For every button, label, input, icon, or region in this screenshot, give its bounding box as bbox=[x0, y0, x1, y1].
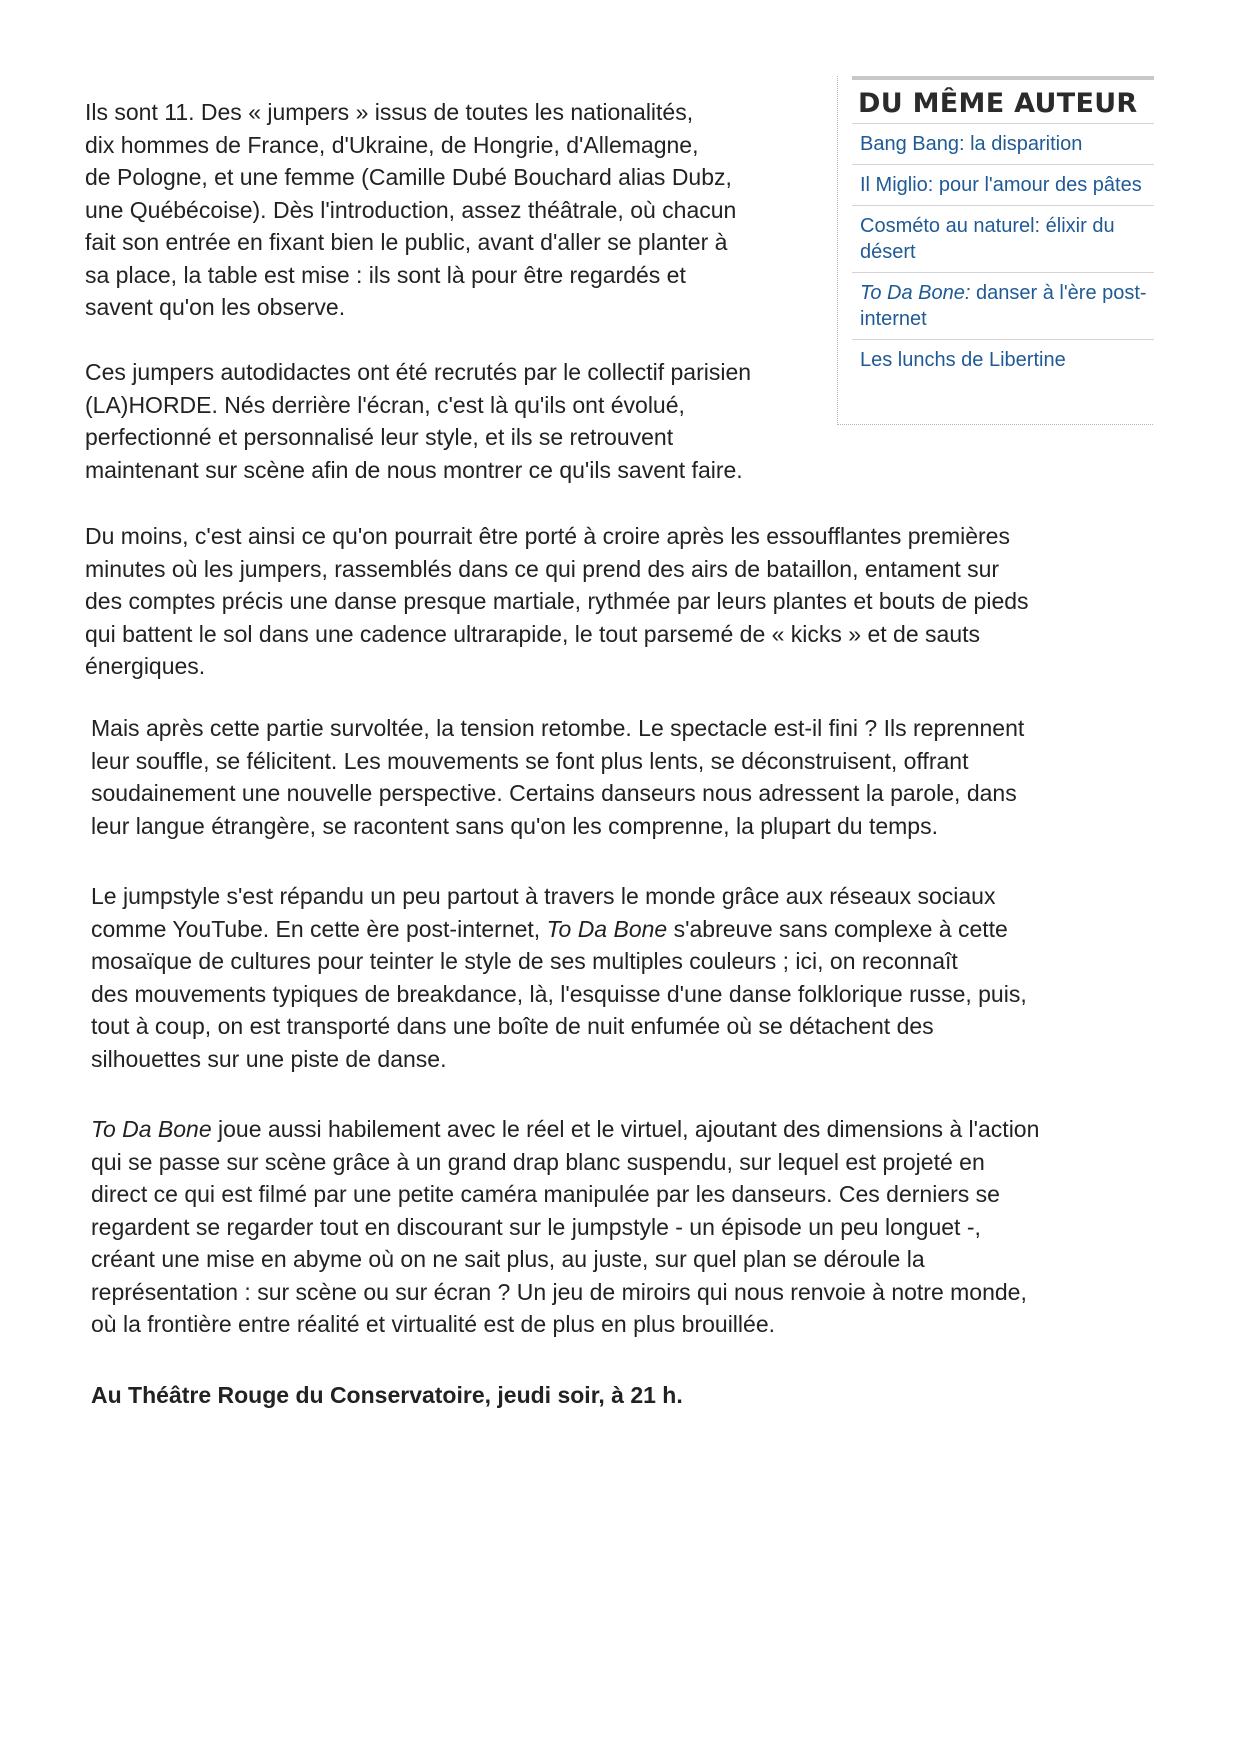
text-line: minutes où les jumpers, rassemblés dans ce qui prend des airs de bataillon, entament sur bbox=[85, 555, 1000, 582]
text-line: (LA)HORDE. Nés derrière l'écran, c'est là qu'ils ont évolué, bbox=[85, 391, 685, 418]
sidebar-header bbox=[852, 76, 1154, 124]
show-title: To Da Bone bbox=[91, 1116, 212, 1142]
related-article-link[interactable]: Les lunchs de Libertine bbox=[860, 349, 1066, 371]
show-title: To Da Bone: bbox=[860, 282, 971, 304]
related-article-link[interactable]: Cosméto au naturel: élixir du désert bbox=[852, 206, 1154, 273]
text-line: perfectionné et personnalisé leur style, et ils se retrouvent bbox=[85, 424, 674, 450]
article-paragraph-6 bbox=[91, 1113, 1039, 1341]
text-line: énergiques. bbox=[85, 653, 206, 679]
related-articles-list bbox=[852, 124, 1154, 380]
text-line: représentation : sur scène ou sur écran ? Un jeu de miroirs qui nous renvoie à notre monde, bbox=[91, 1278, 1027, 1305]
text-line: silhouettes sur une piste de danse. bbox=[91, 1045, 447, 1072]
text-line: maintenant sur scène afin de nous montrer ce qu'ils savent faire. bbox=[85, 456, 743, 483]
related-article-link[interactable] bbox=[852, 273, 1154, 340]
text-line: Ces jumpers autodidactes ont été recrutés par le collectif parisien bbox=[85, 359, 752, 385]
text-line: direct ce qui est filmé par une petite caméra manipulée par les danseurs. Ces derniers se bbox=[91, 1181, 1000, 1207]
text-line: leur souffle, se félicitent. Les mouvements se font plus lents, se déconstruisent, offrant bbox=[91, 747, 969, 774]
related-articles-sidebar bbox=[837, 76, 1153, 425]
text-line: qui se passe sur scène grâce à un grand drap blanc suspendu, sur lequel est projeté en bbox=[91, 1148, 985, 1175]
text-line: de Pologne, et une femme (Camille Dubé Bouchard alias Dubz, bbox=[85, 164, 732, 190]
text-line: mosaïque de cultures pour teinter le style de ses multiples couleurs ; ici, on reconnaît bbox=[91, 948, 958, 974]
related-article-link[interactable]: Il Miglio: pour l'amour des pâtes bbox=[852, 165, 1154, 206]
text-line: regardent se regarder tout en discourant sur le jumpstyle - un épisode un peu longuet -, bbox=[91, 1213, 981, 1240]
text-line: des mouvements typiques de breakdance, là, l'esquisse d'une danse folklorique russe, puis, bbox=[91, 980, 1027, 1007]
text-line bbox=[91, 1113, 1039, 1146]
text-line: Le jumpstyle s'est répandu un peu partout à travers le monde grâce aux réseaux sociaux bbox=[91, 883, 996, 909]
text-line: Du moins, c'est ainsi ce qu'on pourrait être porté à croire après les essoufflantes premières bbox=[85, 523, 1010, 549]
text-line: créant une mise en abyme où on ne sait plus, au juste, sur quel plan se déroule la bbox=[91, 1246, 925, 1272]
text-line bbox=[91, 913, 1027, 946]
text-line: sa place, la table est mise : ils sont là pour être regardés et bbox=[85, 261, 686, 288]
link-text: danser à l'ère post-internet bbox=[860, 282, 1147, 330]
related-article-link[interactable]: Bang Bang: la disparition bbox=[852, 124, 1154, 165]
text-line: dix hommes de France, d'Ukraine, de Hongrie, d'Allemagne, bbox=[85, 131, 699, 158]
article-paragraph-5 bbox=[91, 880, 1027, 1075]
text-segment: comme YouTube. En cette ère post-internet, bbox=[91, 915, 547, 942]
show-title: To Da Bone bbox=[546, 915, 668, 942]
article-paragraph-4 bbox=[91, 712, 1024, 842]
text-line: Mais après cette partie survoltée, la tension retombe. Le spectacle est-il fini ? Ils reprennent bbox=[91, 715, 1025, 741]
text-line: où la frontière entre réalité et virtualité est de plus en plus brouillée. bbox=[91, 1311, 776, 1337]
text-line: qui battent le sol dans une cadence ultrarapide, le tout parsemé de « kicks » et de sauts bbox=[85, 620, 981, 647]
text-line: fait son entrée en fixant bien le public, avant d'aller se planter à bbox=[85, 229, 728, 255]
text-segment: s'abreuve sans complexe à cette bbox=[667, 915, 1008, 942]
text-line: savent qu'on les observe. bbox=[85, 294, 346, 320]
article-paragraph-2 bbox=[85, 356, 751, 486]
text-line: Ils sont 11. Des « jumpers » issus de toutes les nationalités, bbox=[85, 99, 694, 125]
text-line: des comptes précis une danse presque martiale, rythmée par leurs plantes et bouts de pieds bbox=[85, 588, 1029, 614]
venue-info: Au Théâtre Rouge du Conservatoire, jeudi soir, à 21 h. bbox=[91, 1382, 683, 1408]
article-paragraph-3 bbox=[85, 520, 1029, 683]
sidebar-title: DU MÊME AUTEUR bbox=[858, 88, 1138, 119]
text-segment: joue aussi habilement avec le réel et le virtuel, ajoutant des dimensions à l'action bbox=[211, 1116, 1040, 1142]
text-line: soudainement une nouvelle perspective. Certains danseurs nous adressent la parole, dans bbox=[91, 780, 1017, 806]
text-line: leur langue étrangère, se racontent sans qu'on les comprenne, la plupart du temps. bbox=[91, 812, 938, 839]
text-line: tout à coup, on est transporté dans une boîte de nuit enfumée où se détachent des bbox=[91, 1013, 934, 1039]
article-paragraph-1 bbox=[85, 96, 736, 324]
text-line: une Québécoise). Dès l'introduction, assez théâtrale, où chacun bbox=[85, 196, 737, 223]
